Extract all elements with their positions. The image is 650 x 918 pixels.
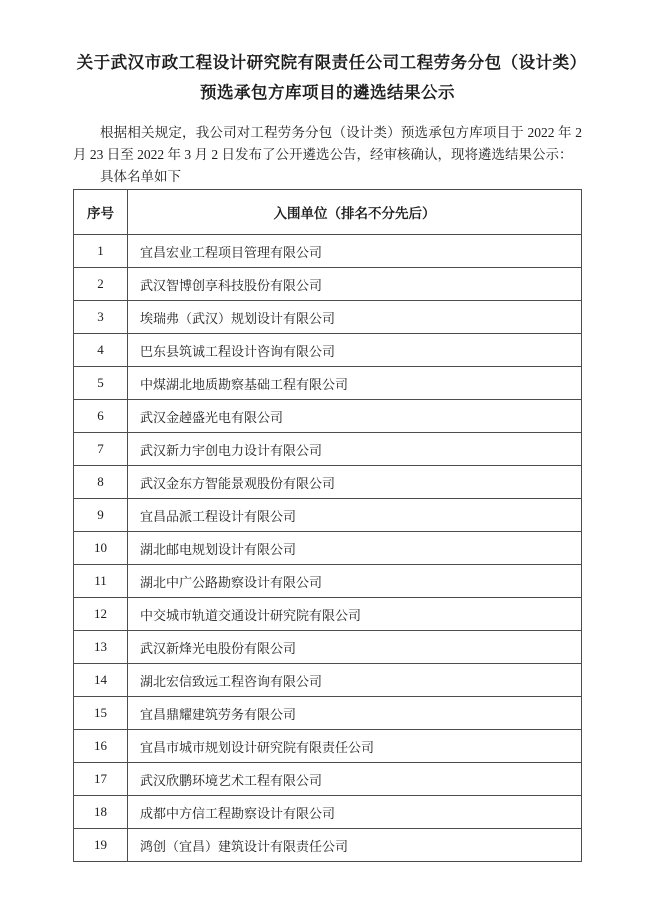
company-name: 宜昌市城市规划设计研究院有限责任公司 <box>128 730 582 763</box>
table-row <box>74 664 582 697</box>
table-header-row <box>74 190 582 235</box>
table-row <box>74 565 582 598</box>
table-row <box>74 796 582 829</box>
intro-paragraph: 根据相关规定，我公司对工程劳务分包（设计类）预选承包方库项目于 2022 年 2 月 23 日至 2022 年 3 月 2 日发布了公开遴选公告，经审核确认，现将遴选结果公示： <box>73 125 582 162</box>
company-name: 宜昌品派工程设计有限公司 <box>128 499 582 532</box>
company-name: 鸿创（宜昌）建筑设计有限责任公司 <box>128 829 582 862</box>
table-row <box>74 466 582 499</box>
row-number: 18 <box>74 796 128 829</box>
row-number: 12 <box>74 598 128 631</box>
table-row <box>74 268 582 301</box>
company-name: 中煤湖北地质勘察基础工程有限公司 <box>128 367 582 400</box>
company-name: 武汉欣鹏环境艺术工程有限公司 <box>128 763 582 796</box>
table-row <box>74 301 582 334</box>
list-intro-line: 具体名单如下 <box>100 169 181 184</box>
company-name: 武汉新力宇创电力设计有限公司 <box>128 433 582 466</box>
row-number: 3 <box>74 301 128 334</box>
company-name: 湖北中广公路勘察设计有限公司 <box>128 565 582 598</box>
column-header-company: 入围单位（排名不分先后） <box>128 190 582 235</box>
table-row <box>74 730 582 763</box>
row-number: 9 <box>74 499 128 532</box>
table-row <box>74 400 582 433</box>
row-number: 4 <box>74 334 128 367</box>
company-name: 埃瑞弗（武汉）规划设计有限公司 <box>128 301 582 334</box>
row-number: 7 <box>74 433 128 466</box>
company-name: 湖北宏信致远工程咨询有限公司 <box>128 664 582 697</box>
row-number: 10 <box>74 532 128 565</box>
row-number: 14 <box>74 664 128 697</box>
company-name: 中交城市轨道交通设计研究院有限公司 <box>128 598 582 631</box>
table-body <box>74 235 582 862</box>
row-number: 15 <box>74 697 128 730</box>
company-name: 湖北邮电规划设计有限公司 <box>128 532 582 565</box>
company-name: 成都中方信工程勘察设计有限公司 <box>128 796 582 829</box>
table-row <box>74 763 582 796</box>
row-number: 19 <box>74 829 128 862</box>
row-number: 11 <box>74 565 128 598</box>
row-number: 16 <box>74 730 128 763</box>
company-name: 武汉金东方智能景观股份有限公司 <box>128 466 582 499</box>
column-header-no: 序号 <box>74 190 128 235</box>
table-row <box>74 433 582 466</box>
row-number: 1 <box>74 235 128 268</box>
table-row <box>74 598 582 631</box>
company-name: 武汉新烽光电股份有限公司 <box>128 631 582 664</box>
table-row <box>74 367 582 400</box>
page-title: 关于武汉市政工程设计研究院有限责任公司工程劳务分包（设计类）预选承包方库项目的遴选结果公示 <box>76 53 579 102</box>
row-number: 17 <box>74 763 128 796</box>
results-table <box>73 189 582 862</box>
table-row <box>74 697 582 730</box>
table-row <box>74 631 582 664</box>
table-row <box>74 334 582 367</box>
row-number: 13 <box>74 631 128 664</box>
table-row <box>74 532 582 565</box>
row-number: 2 <box>74 268 128 301</box>
company-name: 宜昌鼎耀建筑劳务有限公司 <box>128 697 582 730</box>
company-name: 巴东县筑诚工程设计咨询有限公司 <box>128 334 582 367</box>
table-row <box>74 499 582 532</box>
company-name: 宜昌宏业工程项目管理有限公司 <box>128 235 582 268</box>
row-number: 5 <box>74 367 128 400</box>
row-number: 6 <box>74 400 128 433</box>
table-row <box>74 235 582 268</box>
company-name: 武汉金趠盛光电有限公司 <box>128 400 582 433</box>
row-number: 8 <box>74 466 128 499</box>
table-row <box>74 829 582 862</box>
company-name: 武汉智博创享科技股份有限公司 <box>128 268 582 301</box>
